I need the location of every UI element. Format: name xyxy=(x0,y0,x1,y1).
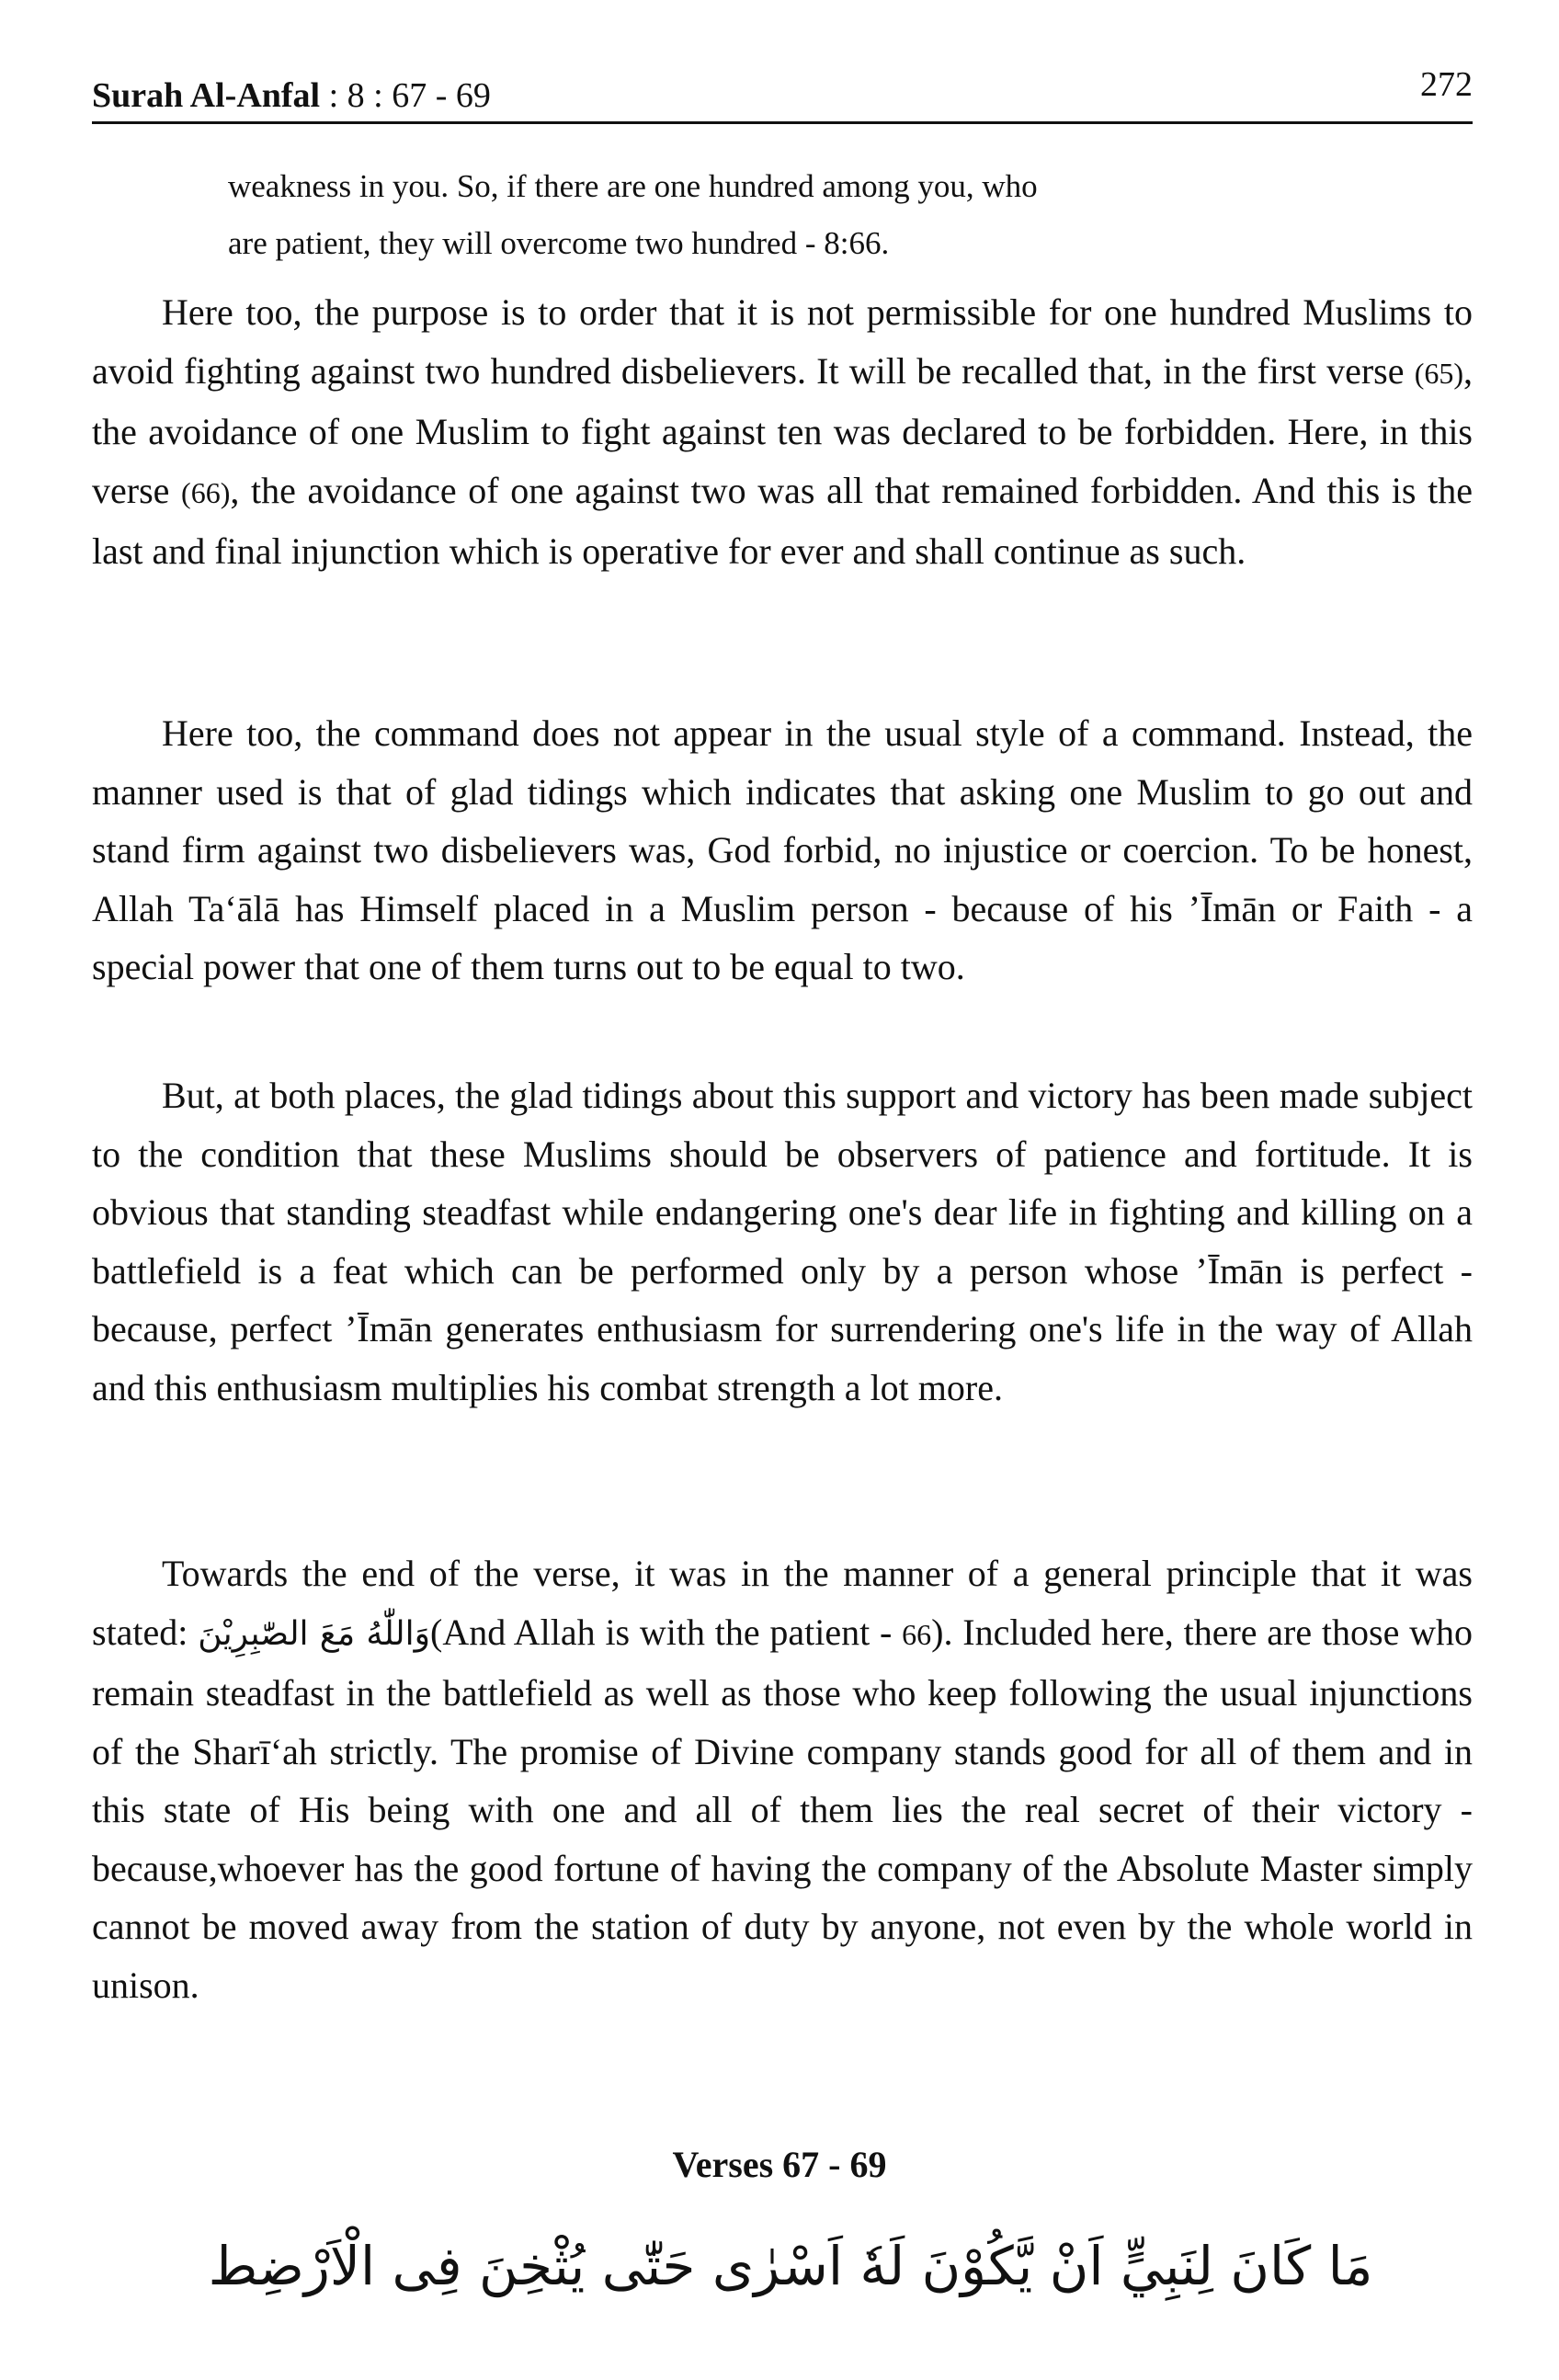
paragraph-text: , the avoidance of one against two was all that remained forbidden. And this is the last and final injunction which is operative for ever and shall continue as such. xyxy=(92,469,1473,572)
block-quote xyxy=(228,158,1423,272)
surah-name: Surah Al-Anfal xyxy=(92,76,321,115)
quote-line: are patient, they will overcome two hundred - 8:66. xyxy=(228,225,890,261)
verse-ref: 66 xyxy=(902,1617,932,1651)
verses-heading: Verses 67 - 69 xyxy=(672,2144,887,2185)
paragraph-2: Here too, the command does not appear in the usual style of a command. Instead, the manner used is that of glad tidings which indicates that asking one Muslim to go out and stand firm against two disbelievers was, God forbid, no injustice or coercion. To be honest, Allah Ta‘ālā has Himself placed in a Muslim person - because of his ’Īmān or Faith - a special power that one of them turns out to be equal to two. xyxy=(92,712,1473,987)
paragraph-4 xyxy=(92,1544,1473,2014)
verse-reference: : 8 : 67 - 69 xyxy=(328,76,491,115)
verse-ref: (66) xyxy=(181,475,231,509)
quote-line: weakness in you. So, if there are one hundred among you, who xyxy=(228,168,1038,204)
page-number: 272 xyxy=(1420,65,1473,104)
paragraph-text: (And Allah is with the patient - xyxy=(430,1611,903,1653)
arabic-verse-text: مَا كَانَ لِنَبِيٍّ اَنْ يَّكُوْنَ لَهٗ اَسْرٰى حَتّٰى يُثْخِنَ فِى الْاَرْضِط xyxy=(208,2235,1373,2297)
paragraph-text: ). Included here, there are those who remain steadfast in the battlefield as well as those who keep following the usual injunctions of the Sharī‘ah strictly. The promise of Divine company stands good for all of them and in this state of His being with one and all of them lies the real secret of their victory - because,whoever has the good fortune of having the company of the Absolute Master simply cannot be moved away from the station of duty by anyone, not even by the whole world in unison. xyxy=(92,1611,1473,2006)
header-rule xyxy=(92,121,1473,124)
verse-ref: (65) xyxy=(1414,356,1463,390)
paragraph-text: Here too, the purpose is to order that it is not permissible for one hundred Muslims to avoid fighting against two hundred disbelievers. It will be recalled that, in the first verse xyxy=(92,291,1473,392)
paragraph-1 xyxy=(92,283,1473,581)
arabic-inline-quote: وَاللّٰهُ مَعَ الصّٰبِرِيْنَ xyxy=(198,1614,431,1653)
paragraph-text: Towards the end of the verse, it was in the manner of a general principle that it was stated: xyxy=(92,1553,1473,1653)
header-title xyxy=(92,75,491,116)
running-header xyxy=(92,61,1473,116)
paragraph-3: But, at both places, the glad tidings about this support and victory has been made subject to the condition that these Muslims should be observers of patience and fortitude. It is obvious that standing steadfast while endangering one's dear life in fighting and killing on a battlefield is a feat which can be performed only by a person whose ’Īmān is perfect - because, perfect ’Īmān generates enthusiasm for surrendering one's life in the way of Allah and this enthusiasm multiplies his combat strength a lot more. xyxy=(92,1075,1473,1408)
paragraph-text: , the avoidance of one Muslim to fight against ten was declared to be forbidden. Here, in this verse xyxy=(92,349,1473,511)
